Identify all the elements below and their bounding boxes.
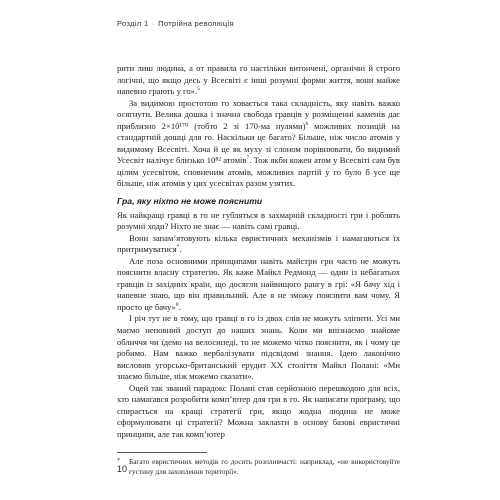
footnote-marker: * [176, 244, 180, 251]
footnote-rule [117, 452, 207, 453]
endnote-marker: 8 [175, 302, 179, 309]
running-head-separator: · [151, 19, 155, 28]
footnote-mark: * [117, 457, 120, 464]
paragraph: Вони запам’ятовують кілька евристичних механізмів і намагаються їх притримуватися*. [117, 232, 400, 255]
endnote-marker: 5 [197, 86, 200, 93]
chapter-title: Потрійна революція [158, 19, 234, 28]
footnote-text: Багато евристичних методів го досить розпливчасті: наприклад, «не використовуйте густину для захоплення території». [129, 456, 400, 476]
endnote-marker: 7 [246, 155, 250, 162]
section-heading: Гра, яку ніхто не може пояснити [117, 196, 263, 207]
paragraph: Оцей так званий парадокс Полані став серйозною перешкодою для всіх, хто намагався розробити комп’ютер для гри в го. Як написати програму, що спирається на кращі стратегії гри, якщо жодна людина не може сформулювати ці стратегії? Можна заклasти в основу базові евристичні принципи, але так комп’ютер [117, 382, 400, 439]
paragraph: рити лиш людина, а от правила го настільки витончені, органічні й строго логічні, що якщо десь у Всесвіті є інші розумні форми життя, вони майже напевно грають у го».$^5$ [117, 63, 400, 97]
chapter-label: Розділ 1 [117, 19, 149, 28]
paragraph: Як найкращі гравці в го не губляться в захмарній складності гри і роблять розумні ходи? Ніхто не знає — навіть самі гравці. [117, 209, 400, 232]
endnote-marker: 6 [305, 120, 309, 127]
body-text [117, 63, 400, 477]
footnote [117, 457, 400, 477]
page-number: 10 [117, 464, 128, 474]
paragraph: І річ тут не в тому, що гравці в го із двох слів не можуть зліпити. Усі ми маємо неповний доступ до наших знань. Коли ми впізнаємо знайоме обличчя чи їдемо на велосипеді, то не можемо чітко пояснити, як і чому це робимо. Нам важко вербалізувати підсвідомі знання. Ідею лаконічно висловив угорсько-британський ерудит XX століття Майкл Полані: «Ми знаємо більше, ніж можемо сказати». [117, 313, 400, 382]
paragraph: За видимою простотою го ховається така складність, яку навіть важко осягнути. Велика дошка і значна свобода гравців у розміщенні каменів дає приблизно 2×10¹⁷⁰ (тобто 2 зі 170-ма нулями)$^6$ можливих позицій на стандартній дошці для го. Наскільки це багато? Більше, ніж число атомів у видимому Всесвіті. Хоча й це як муху зі слоном порівнювати, бо видимий Усесвіт налічує близько 10⁸² атомів$^7$. Тож якби кожен атом у Всесвіті сам був цілим усесвітом, сповненим атомів, можливих партій у го було б усе ще більше, ніж атомів у цих усесвітах разом узятих. [117, 97, 400, 189]
paragraph: Але поза основними принципами навіть майстри гри часто не можуть пояснити власну стратегію. Як каже Майкл Редмонд — один із небагатьох гравців із західних країн, що досягли найвищого рангу в грі: «Я бачу хід і напевне знаю, що він правильний. Але я не зможу пояснити вам чому. Я просто це бачу»$^8$. [117, 255, 400, 312]
running-head [117, 19, 234, 28]
